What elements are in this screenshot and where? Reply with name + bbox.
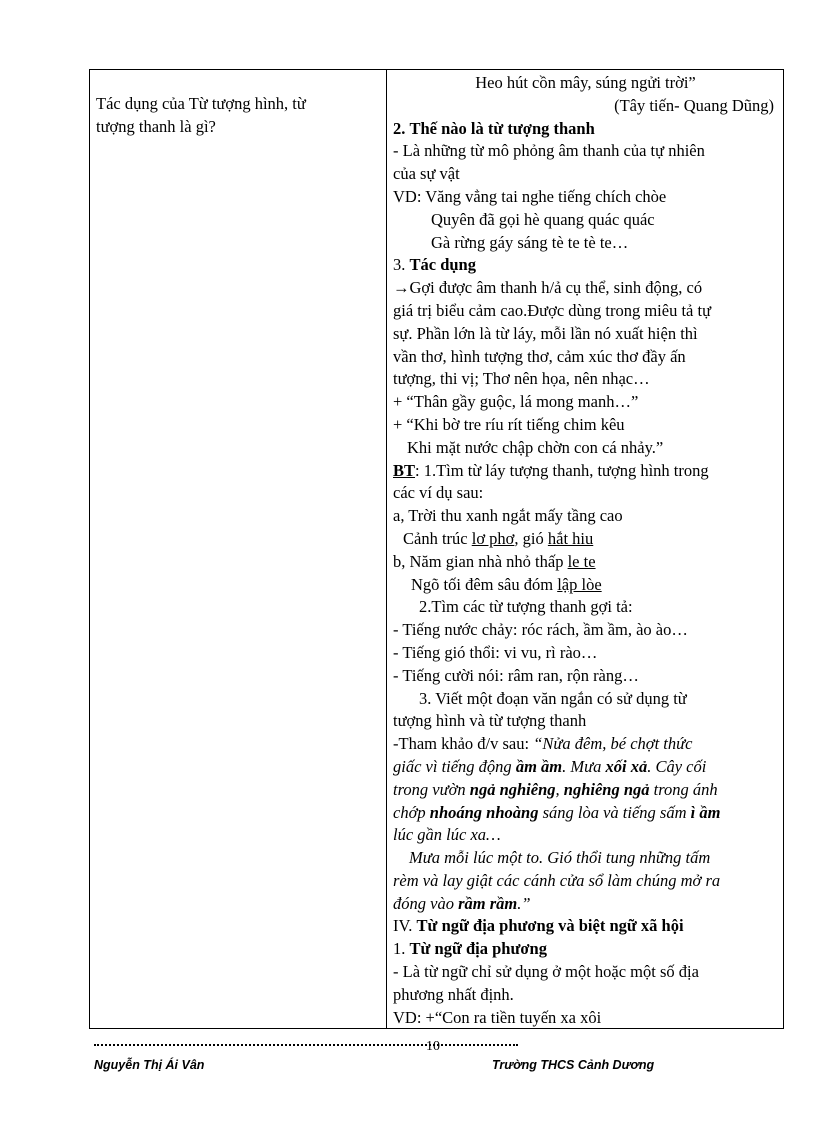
- heading-text: Tác dụng: [409, 255, 476, 275]
- example-line: VD: +“Con ra tiền tuyến xa xôi: [393, 1007, 602, 1027]
- text-line: của sự vật: [393, 164, 460, 184]
- underlined-word: hắt hiu: [547, 528, 594, 548]
- text-fragment: : 1.Tìm từ láy tượng thanh, tượng hình trong: [415, 460, 709, 480]
- underlined-word: le te: [567, 551, 596, 571]
- underlined-word: lơ phơ: [471, 528, 515, 548]
- poem-line: Heo hút cồn mây, súng ngửi trời”: [475, 73, 696, 92]
- text-line: [393, 574, 778, 597]
- answer-column: [393, 72, 778, 1029]
- text-line: - Tiếng cười nói: râm ran, rộn ràng…: [393, 665, 639, 685]
- footer-dotted-rule: [94, 1044, 518, 1046]
- bold-word: nghiêng ngả: [563, 779, 650, 799]
- section-heading: [393, 254, 778, 277]
- text-line: [393, 277, 778, 300]
- text-line: tượng, thi vị; Thơ nên họa, nên nhạc…: [393, 369, 650, 389]
- bold-word: ầm ầm: [515, 756, 563, 776]
- heading-number: IV.: [393, 916, 413, 936]
- text-fragment: Ngõ tối đêm sâu đóm: [411, 574, 558, 594]
- bold-word: rầm rầm: [458, 893, 518, 913]
- reference-line: [393, 756, 778, 779]
- heading-number: 2.: [393, 118, 406, 138]
- column-divider: [386, 70, 387, 1028]
- exercise-label: BT: [393, 460, 416, 480]
- page-number: 10: [426, 1039, 440, 1054]
- bold-word: xối xả: [605, 756, 648, 776]
- text-fragment: b, Năm gian nhà nhỏ thấp: [393, 551, 568, 571]
- text-fragment: , gió: [514, 528, 548, 548]
- text-line: - Là những từ mô phỏng âm thanh của tự nhiên: [393, 141, 705, 161]
- reference-line: [393, 733, 778, 756]
- reference-line: [393, 779, 778, 802]
- text-line: tượng hình và từ tượng thanh: [393, 711, 587, 731]
- heading-text: Thế nào là từ tượng thanh: [409, 118, 595, 138]
- text-fragment: . Mưa: [562, 756, 606, 776]
- poem-source: (Tây tiến- Quang Dũng): [614, 95, 774, 115]
- exercise-line: [393, 460, 778, 483]
- section-heading: [393, 915, 778, 938]
- footer-author: Nguyễn Thị Ái Vân: [94, 1058, 205, 1072]
- content-table: [89, 69, 784, 1029]
- heading-text: Từ ngữ địa phương và biệt ngữ xã hội: [416, 916, 684, 936]
- reference-line: [393, 802, 778, 825]
- underlined-word: lập lòe: [557, 574, 602, 594]
- section-heading: [393, 118, 778, 141]
- text-fragment: giấc vì tiếng động: [393, 756, 516, 776]
- text-fragment: sáng lòa và tiếng sấm: [538, 802, 691, 822]
- text-fragment: . Cây cối: [647, 756, 707, 776]
- heading-number: 3.: [393, 255, 406, 275]
- bold-word: ngả nghiêng: [469, 779, 556, 799]
- example-line: + “Khi bờ tre ríu rít tiếng chim kêu: [393, 414, 625, 434]
- footer-school: Trường THCS Cảnh Dương: [492, 1058, 655, 1072]
- text-line: sự. Phần lớn là từ láy, mỗi lần nó xuất hiện thì: [393, 323, 698, 343]
- text-line: các ví dụ sau:: [393, 483, 484, 503]
- reference-line: rèm và lay giật các cánh cửa sổ làm chúng mở ra: [393, 870, 721, 890]
- text-fragment: Cảnh trúc: [403, 528, 472, 548]
- question-line: tượng thanh là gì?: [96, 117, 216, 136]
- text-fragment: ,: [555, 779, 564, 799]
- example-line: Khi mặt nước chập chờn con cá nhảy.”: [407, 437, 664, 457]
- text-fragment: đóng vào: [393, 893, 459, 913]
- text-line: - Là từ ngữ chỉ sử dụng ở một hoặc một số địa: [393, 962, 699, 982]
- bold-word: ì ầm: [690, 802, 721, 822]
- text-line: 2.Tìm các từ tượng thanh gợi tả:: [419, 597, 633, 617]
- text-line: 3. Viết một đoạn văn ngắn có sử dụng từ: [419, 688, 687, 708]
- text-fragment: “Nửa đêm, bé chợt thức: [533, 734, 693, 754]
- text-line: a, Trời thu xanh ngắt mấy tầng cao: [393, 506, 623, 526]
- heading-number: 1.: [393, 939, 406, 959]
- text-fragment: trong vườn: [393, 779, 470, 799]
- reference-line: [393, 893, 778, 916]
- text-fragment: .”: [517, 893, 531, 913]
- arrow-icon: →: [393, 278, 410, 298]
- question-line: Tác dụng của Từ tượng hình, từ: [96, 94, 306, 113]
- text-fragment: Gợi được âm thanh h/ả cụ thể, sinh động, có: [409, 278, 703, 298]
- text-line: giá trị biểu cảm cao.Được dùng trong miêu tả tự: [393, 300, 712, 320]
- text-fragment: chớp: [393, 802, 430, 822]
- text-fragment: trong ánh: [649, 779, 718, 799]
- bold-word: nhoáng nhoàng: [429, 802, 539, 822]
- example-line: Quyên đã gọi hè quang quác quác: [431, 209, 655, 229]
- reference-line: Mưa mỗi lúc một to. Gió thổi tung những tấm: [409, 848, 711, 868]
- text-line: phương nhất định.: [393, 984, 514, 1004]
- text-line: - Tiếng nước chảy: róc rách, ầm ầm, ào ào…: [393, 620, 688, 640]
- text-line: - Tiếng gió thổi: vi vu, rì rào…: [393, 642, 598, 662]
- heading-text: Từ ngữ địa phương: [409, 939, 547, 959]
- text-line: [393, 528, 778, 551]
- question-column: [96, 92, 376, 138]
- section-heading: [393, 938, 778, 961]
- example-line: Gà rừng gáy sáng tè te tè te…: [431, 232, 629, 252]
- text-line: vần thơ, hình tượng thơ, cảm xúc thơ đầy ấn: [393, 346, 686, 366]
- reference-line: lúc gần lúc xa…: [393, 825, 501, 845]
- example-line: VD: Văng vẳng tai nghe tiếng chích chòe: [393, 186, 667, 206]
- text-line: [393, 551, 778, 574]
- text-fragment: -Tham khảo đ/v sau:: [393, 734, 534, 754]
- example-line: + “Thân gầy guộc, lá mong manh…”: [393, 392, 639, 412]
